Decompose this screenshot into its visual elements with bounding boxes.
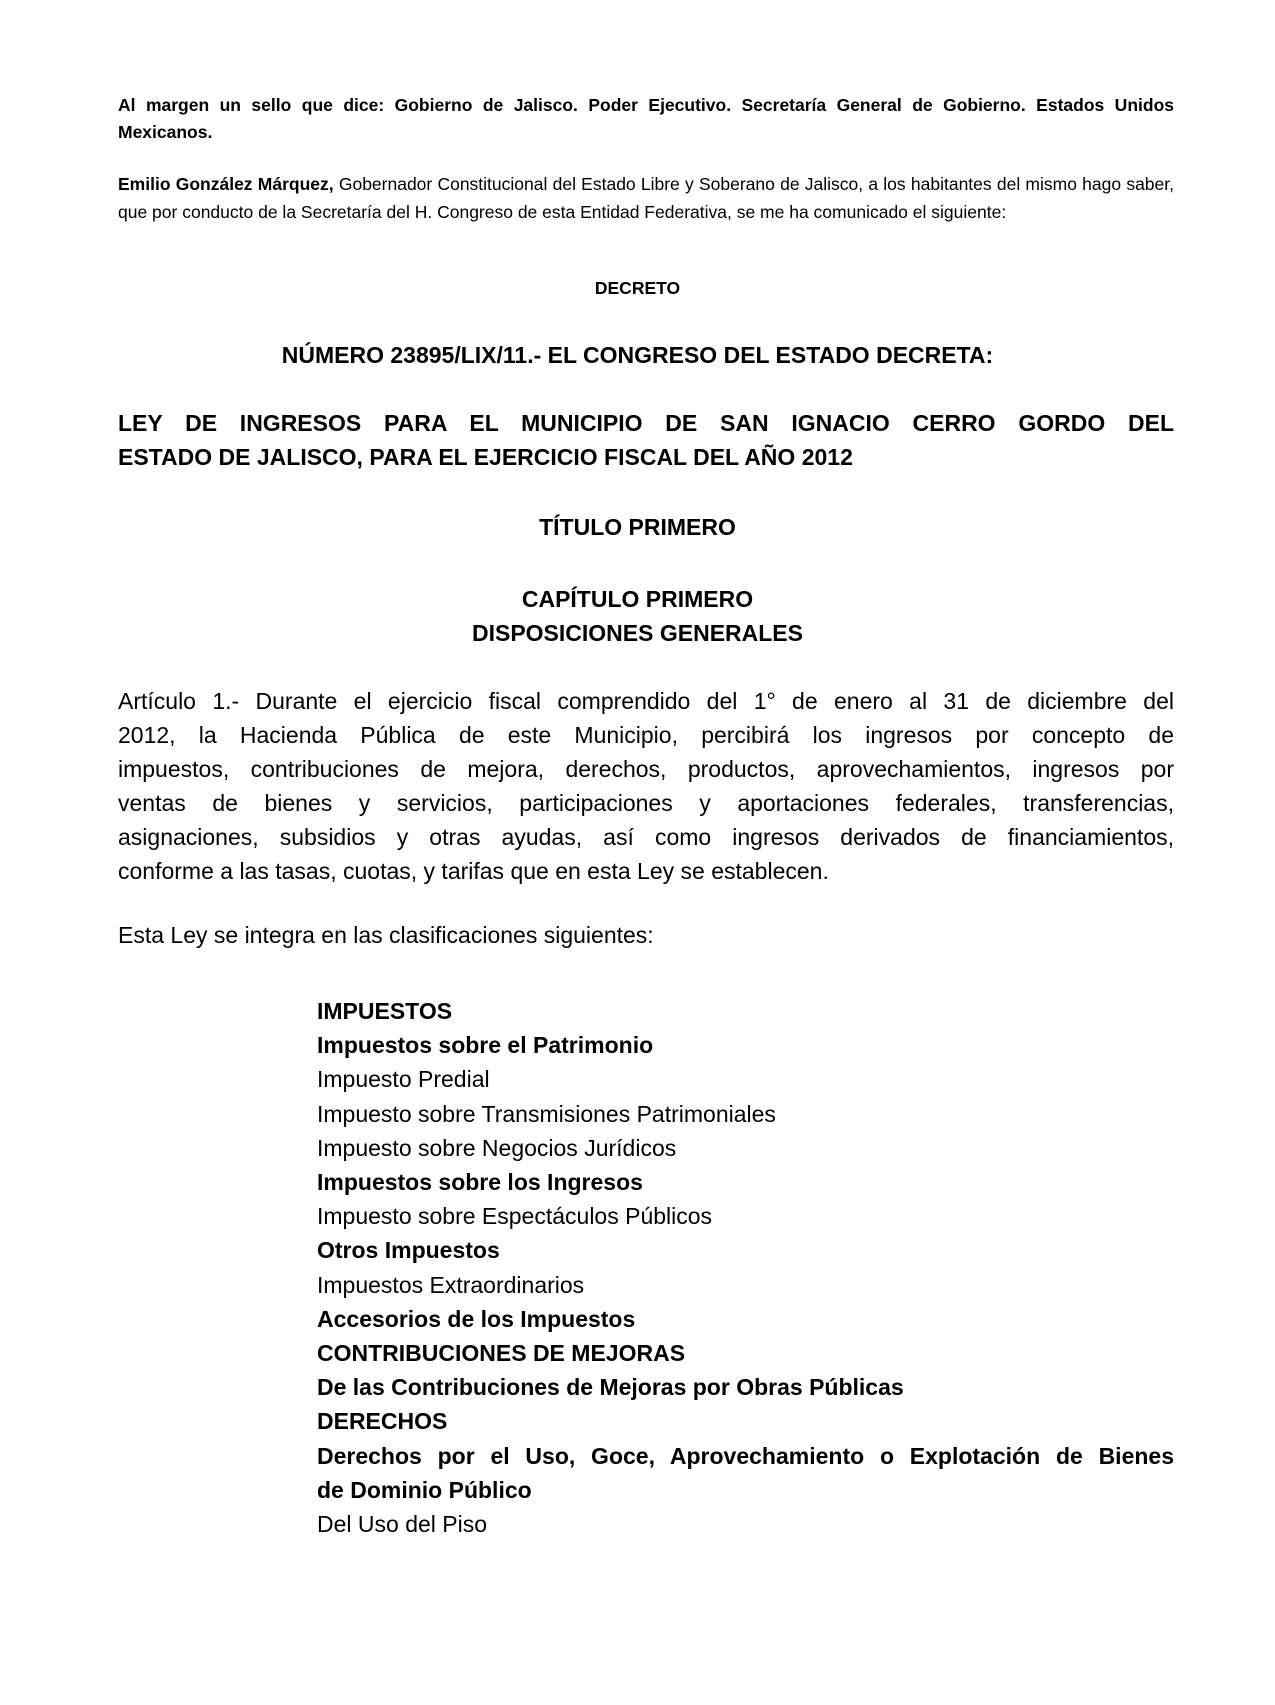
classification-item: DERECHOS [317, 1408, 448, 1435]
classification-item: Accesorios de los Impuestos [317, 1305, 636, 1332]
law-title [118, 406, 1174, 474]
classification-item: Impuestos sobre los Ingresos [317, 1169, 643, 1196]
article-1-line: asignaciones, subsidios y otras ayudas, así como ingresos derivados de financiamientos, [118, 824, 1174, 850]
classification-item: de Dominio Público [317, 1476, 532, 1503]
classification-item: Impuestos Extraordinarios [317, 1271, 585, 1298]
classification-intro: Esta Ley se integra en las clasificaciones siguientes: [118, 922, 654, 948]
seal-note: Al margen un sello que dice: Gobierno de Jalisco. Poder Ejecutivo. Secretaría General de Gobierno. Estados Unidos Mexicanos. [118, 95, 1174, 142]
classification-item: Impuesto sobre Espectáculos Públicos [317, 1203, 713, 1230]
classification-list [317, 994, 1174, 1541]
law-title-line-2: ESTADO DE JALISCO, PARA EL EJERCICIO FISCAL DEL AÑO 2012 [118, 444, 853, 470]
decreto-label: DECRETO [594, 278, 681, 298]
decree-number-heading: NÚMERO 23895/LIX/11.- EL CONGRESO DEL ESTADO DECRETA: [281, 342, 994, 368]
classification-item: Impuesto sobre Negocios Jurídicos [317, 1134, 677, 1161]
classification-item: Impuesto sobre Transmisiones Patrimoniales [317, 1100, 776, 1127]
chapter-heading [0, 582, 1275, 650]
article-1-line: impuestos, contribuciones de mejora, derechos, productos, aprovechamientos, ingresos por [118, 756, 1174, 782]
article-1-paragraph [118, 684, 1174, 888]
title-heading: TÍTULO PRIMERO [539, 514, 736, 540]
classification-item: Del Uso del Piso [317, 1511, 488, 1538]
article-1-line: conforme a las tasas, cuotas, y tarifas que en esta Ley se establecen. [118, 858, 829, 884]
intro-paragraph [118, 170, 1174, 226]
classification-item: Impuesto Predial [317, 1066, 490, 1093]
governor-name: Emilio González Márquez, [118, 174, 334, 194]
classification-item: Otros Impuestos [317, 1237, 500, 1264]
article-1-line: ventas de bienes y servicios, participaciones y aportaciones federales, transferencias, [118, 790, 1174, 816]
article-1-line: Artículo 1.- Durante el ejercicio fiscal comprendido del 1° de enero al 31 de diciembre del [118, 688, 1174, 714]
classification-item: Impuestos sobre el Patrimonio [317, 1032, 654, 1059]
classification-item: IMPUESTOS [317, 998, 453, 1024]
classification-item: De las Contribuciones de Mejoras por Obras Públicas [317, 1374, 904, 1401]
article-1-line: 2012, la Hacienda Pública de este Municipio, percibirá los ingresos por concepto de [118, 722, 1174, 748]
classification-item: CONTRIBUCIONES DE MEJORAS [317, 1340, 686, 1367]
law-title-line-1: LEY DE INGRESOS PARA EL MUNICIPIO DE SAN IGNACIO CERRO GORDO DEL [118, 410, 1174, 436]
chapter-heading-line-1: CAPÍTULO PRIMERO [521, 586, 754, 612]
classification-item: Derechos por el Uso, Goce, Aprovechamiento o Explotación de Bienes [317, 1442, 1174, 1469]
chapter-heading-line-2: DISPOSICIONES GENERALES [471, 620, 803, 646]
intro-text: Gobernador Constitucional del Estado Libre y Soberano de Jalisco, a los habitantes del mismo hago saber, que por conducto de la Secretaría del H. Congreso de esta Entidad Federativa, se me ha comunicado el siguiente: [118, 174, 1175, 222]
